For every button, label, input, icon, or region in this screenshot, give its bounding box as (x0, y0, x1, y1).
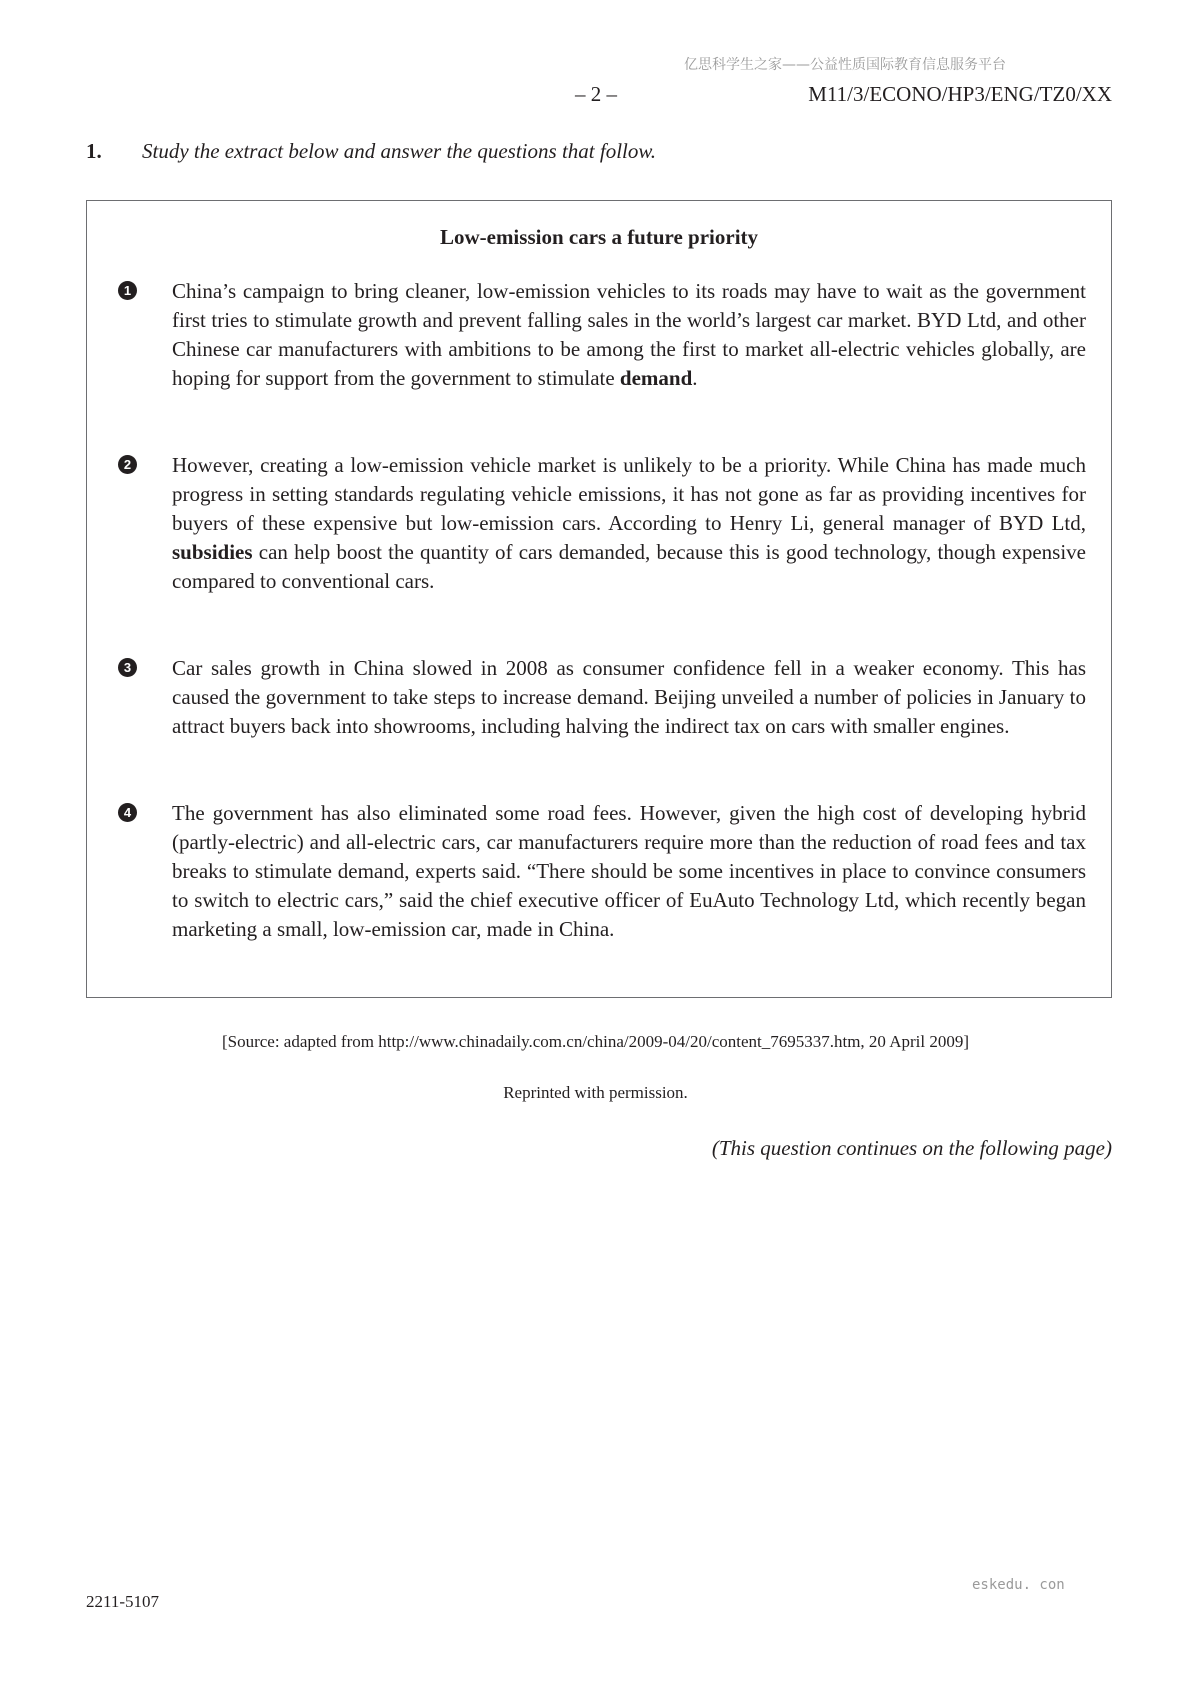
document-code: 2211-5107 (86, 1592, 160, 1611)
paragraph-text: However, creating a low-emission vehicle market is unlikely to be a priority. While China has made much progress in setting standards regulating vehicle emissions, it has not gone as far as providing incentives for buyers of these expensive but low-emission cars. According to Henry Li, general manager of BYD Ltd, (172, 453, 1086, 535)
extract-paragraph-4 (123, 799, 1086, 944)
paragraph-marker-3: 3 (118, 658, 137, 677)
question-instruction: Study the extract below and answer the questions that follow. (142, 139, 657, 163)
paragraph-text: . (692, 366, 698, 390)
key-term-subsidies: subsidies (172, 540, 253, 564)
paper-code: M11/3/ECONO/HP3/ENG/TZ0/XX (808, 82, 1112, 106)
key-term-demand: demand (619, 366, 693, 390)
extract-paragraph-2 (123, 451, 1086, 596)
paragraph-marker-1: 1 (118, 281, 137, 300)
extract-paragraph-1 (123, 277, 1086, 393)
source-citation: [Source: adapted from http://www.chinadaily.com.cn/china/2009-04/20/content_7695337.htm, 20 April 2009] (221, 1032, 970, 1051)
paragraph-marker-2: 2 (118, 455, 137, 474)
top-watermark: 亿思科学生之家——公益性质国际教育信息服务平台 (684, 57, 1006, 73)
question-number: 1. (86, 139, 102, 163)
extract-box (86, 200, 1112, 998)
bottom-watermark: eskedu. con (972, 1577, 1065, 1593)
paragraph-marker-4: 4 (118, 803, 137, 822)
paragraph-text: The government has also eliminated some road fees. However, given the high cost of developing hybrid (partly-electric) and all-electric cars, car manufacturers require more than the reduction of road fees and tax breaks to stimulate demand, experts said. “There should be some incentives in place to convince consumers to switch to electric cars,” said the chief executive officer of EuAuto Technology Ltd, which recently began marketing a small, low-emission car, made in China. (172, 801, 1086, 941)
permission-note: Reprinted with permission. (503, 1083, 688, 1102)
paragraph-text: can help boost the quantity of cars demanded, because this is good technology, though expensive compared to conventional cars. (172, 540, 1086, 593)
extract-paragraph-3 (123, 654, 1086, 741)
extract-title: Low-emission cars a future priority (439, 225, 759, 249)
paragraph-text: China’s campaign to bring cleaner, low-emission vehicles to its roads may have to wait as the government first tries to stimulate growth and prevent falling sales in the world’s largest car market. BYD Ltd, and other Chinese car manufacturers with ambitions to be among the first to market all-electric vehicles globally, are hoping for support from the government to stimulate (172, 279, 1086, 390)
continuation-note: (This question continues on the following page) (711, 1136, 1112, 1160)
page-number: – 2 – (575, 82, 617, 106)
paragraph-text: Car sales growth in China slowed in 2008 as consumer confidence fell in a weaker economy. This has caused the government to take steps to increase demand. Beijing unveiled a number of policies in January to attract buyers back into showrooms, including halving the indirect tax on cars with smaller engines. (172, 656, 1086, 738)
